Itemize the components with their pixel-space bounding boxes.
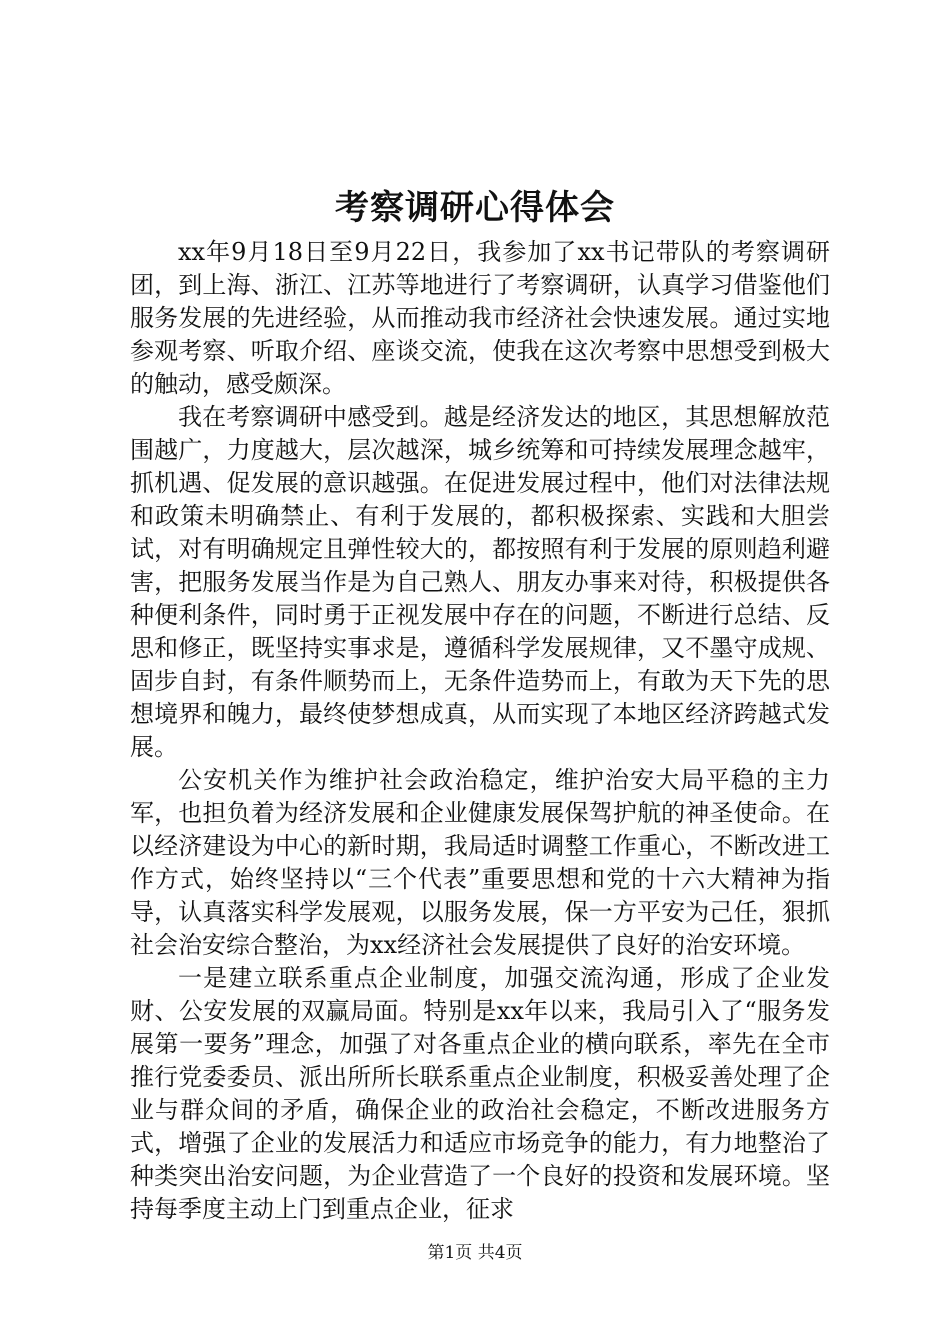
paragraph-3: 公安机关作为维护社会政治稳定，维护治安大局平稳的主力军，也担负着为经济发展和企业健康发展保驾护航的神圣使命。在以经济建设为中心的新时期，我局适时调整工作重心，不断改进工作方式，始终坚持以“三个代表”重要思想和党的十六大精神为指导，认真落实科学发展观，以服务发展，保一方平安为己任，狠抓社会治安综合整治，为xx经济社会发展提供了良好的治安环境。	[130, 766, 830, 959]
page-number-footer: 第1页 共4页	[427, 1243, 523, 1263]
document-title: 考察调研心得体会	[335, 188, 615, 228]
paragraph-2: 我在考察调研中感受到。越是经济发达的地区，其思想解放范围越广，力度越大，层次越深，城乡统筹和可持续发展理念越牢，抓机遇、促发展的意识越强。在促进发展过程中，他们对法律法规和政策未明确禁止、有利于发展的，都积极探索、实践和大胆尝试，对有明确规定且弹性较大的，都按照有利于发展的原则趋利避害，把服务发展当作是为自己熟人、朋友办事来对待，积极提供各种便利条件，同时勇于正视发展中存在的问题，不断进行总结、反思和修正，既坚持实事求是，遵循科学发展规律，又不墨守成规、固步自封，有条件顺势而上，无条件造势而上，有敢为天下先的思想境界和魄力，最终使梦想成真，从而实现了本地区经济跨越式发展。	[130, 403, 830, 761]
paragraph-1: xx年9月18日至9月22日，我参加了xx书记带队的考察调研团，到上海、浙江、江苏等地进行了考察调研，认真学习借鉴他们服务发展的先进经验，从而推动我市经济社会快速发展。通过实地参观考察、听取介绍、座谈交流，使我在这次考察中思想受到极大的触动，感受颇深。	[130, 238, 830, 398]
paragraph-4: 一是建立联系重点企业制度，加强交流沟通，形成了企业发财、公安发展的双赢局面。特别是xx年以来，我局引入了“服务发展第一要务”理念，加强了对各重点企业的横向联系，率先在全市推行党委委员、派出所所长联系重点企业制度，积极妥善处理了企业与群众间的矛盾，确保企业的政治社会稳定，不断改进服务方式，增强了企业的发展活力和适应市场竞争的能力，有力地整治了种类突出治安问题，为企业营造了一个良好的投资和发展环境。坚持每季度主动上门到重点企业，征求	[130, 964, 830, 1223]
document-body	[130, 236, 830, 1226]
